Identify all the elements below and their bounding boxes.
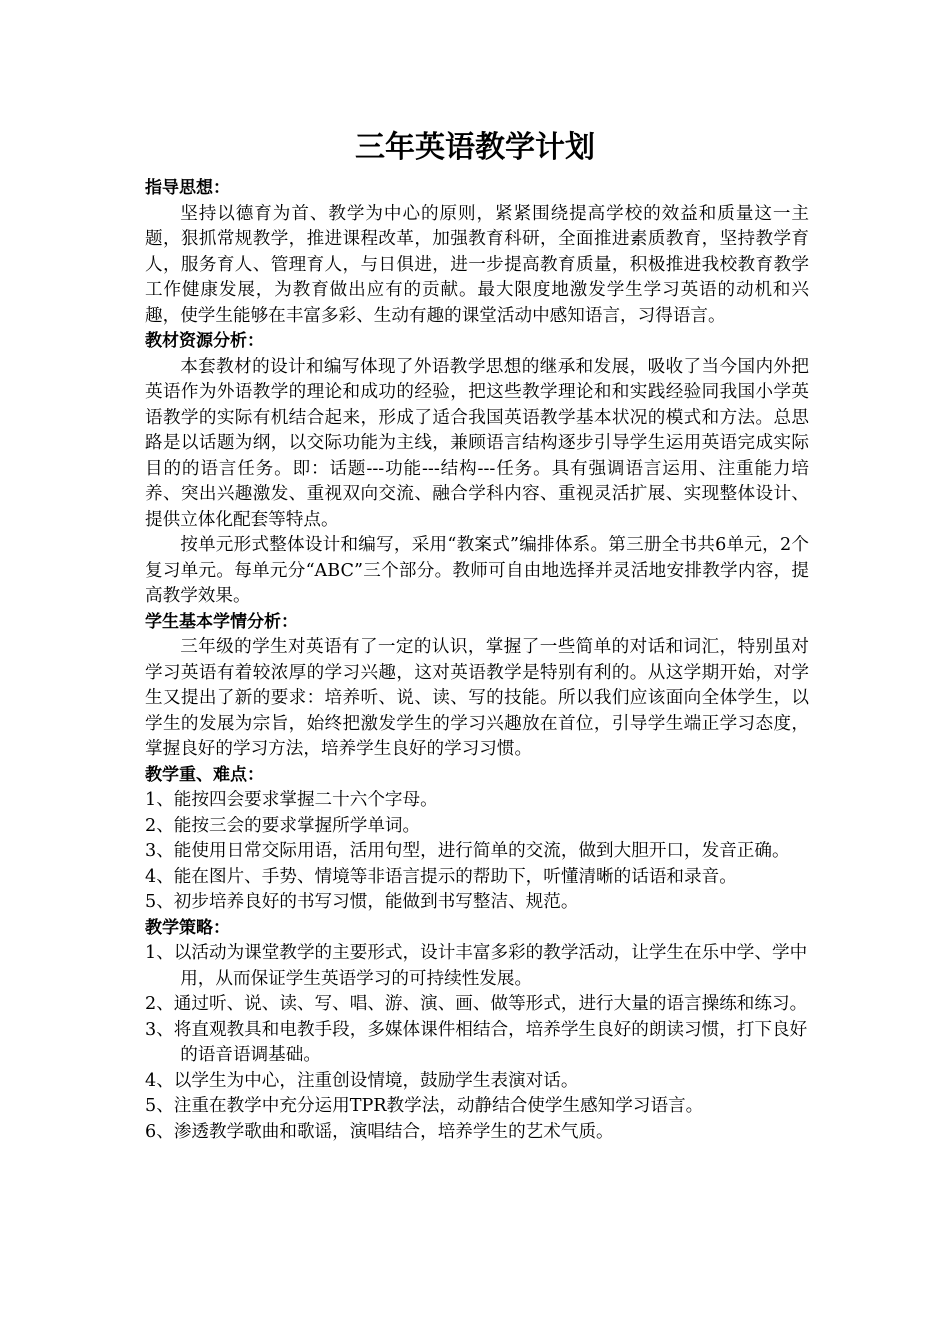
key-points-list	[145, 788, 809, 916]
list-item: 4、以学生为中心，注重创设情境，鼓励学生表演对话。	[145, 1070, 579, 1091]
list-item: 3、将直观教具和电教手段，多媒体课件相结合，培养学生良好的朗读习惯，打下良好的语音语调基础。	[145, 1019, 808, 1065]
list-item: 2、通过听、说、读、写、唱、游、演、画、做等形式，进行大量的语言操练和练习。	[145, 994, 808, 1014]
section-heading: 教学策略：	[145, 917, 230, 938]
section-student-analysis	[145, 610, 809, 763]
section-heading: 教材资源分析：	[145, 331, 264, 351]
section-heading: 指导思想：	[145, 178, 230, 198]
section-heading: 学生基本学情分析：	[145, 611, 298, 632]
list-item: 5、初步培养良好的书写习惯，能做到书写整洁、规范。	[145, 892, 579, 912]
document-body	[145, 176, 809, 1145]
section-key-points	[145, 763, 809, 916]
section-teaching-strategy	[145, 916, 809, 1146]
strategy-list	[145, 941, 809, 1145]
page-title: 三年英语教学计划	[355, 130, 595, 165]
list-item: 1、以活动为课堂教学的主要形式，设计丰富多彩的教学活动，让学生在乐中学、学中用，从而保证学生英语学习的可持续性发展。	[145, 943, 808, 989]
list-item: 2、能按三会的要求掌握所学单词。	[145, 815, 421, 836]
section-heading: 教学重、难点：	[145, 764, 264, 785]
list-item: 3、能使用日常交际用语，活用句型，进行简单的交流，做到大胆开口，发音正确。	[145, 841, 790, 861]
section-textbook-analysis	[145, 329, 809, 610]
paragraph: 按单元形式整体设计和编写，采用“教案式”编排体系。第三册全书共6单元，2个复习单元。每单元分“ABC”三个部分。教师可自由地选择并灵活地安排教学内容，提高教学效果。	[145, 535, 809, 606]
paragraph: 坚持以德育为首、教学为中心的原则，紧紧围绕提高学校的效益和质量这一主题，狠抓常规教学，推进课程改革，加强教育科研，全面推进素质教育，坚持教学育人，服务育人、管理育人，与日俱进，进一步提高教育质量，积极推进我校教育教学工作健康发展，为教育做出应有的贡献。最大限度地激发学生学习英语的动机和兴趣，使学生能够在丰富多彩、生动有趣的课堂活动中感知语言，习得语言。	[145, 203, 809, 326]
list-item: 1、能按四会要求掌握二十六个字母。	[145, 790, 438, 810]
paragraph: 三年级的学生对英语有了一定的认识，掌握了一些简单的对话和词汇，特别虽对学习英语有着较浓厚的学习兴趣，这对英语教学是特别有利的。从这学期开始，对学生又提出了新的要求：培养听、说、读、写的技能。所以我们应该面向全体学生，以学生的发展为宗旨，始终把激发学生的学习兴趣放在首位，引导学生端正学习态度，掌握良好的学习方法，培养学生良好的学习习惯。	[145, 637, 809, 759]
list-item: 5、注重在教学中充分运用TPR教学法，动静结合使学生感知学习语言。	[145, 1096, 704, 1116]
list-item: 4、能在图片、手势、情境等非语言提示的帮助下，听懂清晰的话语和录音。	[145, 866, 737, 887]
paragraph: 本套教材的设计和编写体现了外语教学思想的继承和发展，吸收了当今国内外把英语作为外语教学的理论和成功的经验，把这些教学理论和和实践经验同我国小学英语教学的实际有机结合起来，形成了适合我国英语教学基本状况的模式和方法。总思路是以话题为纲，以交际功能为主线，兼顾语言结构逐步引导学生运用英语完成实际目的的语言任务。即：话题---功能---结构---任务。具有强调语言运用、注重能力培养、突出兴趣激发、重视双向交流、融合学科内容、重视灵活扩展、实现整体设计、提供立体化配套等特点。	[145, 356, 809, 530]
list-item: 6、渗透教学歌曲和歌谣，演唱结合，培养学生的艺术气质。	[145, 1121, 614, 1142]
section-guiding-ideology	[145, 176, 809, 329]
